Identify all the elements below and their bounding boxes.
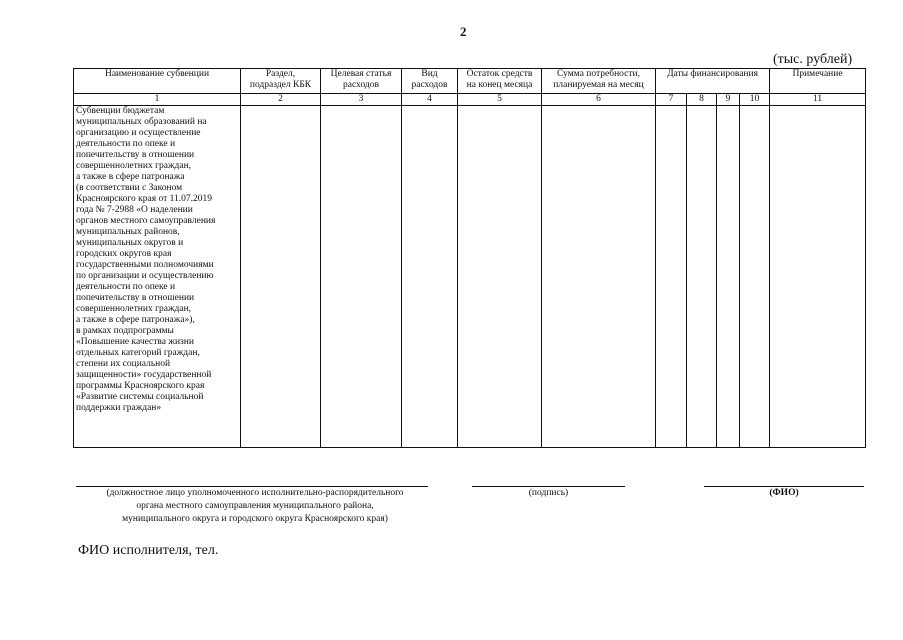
- remaining-funds-cell: [458, 106, 542, 448]
- subvention-line: года № 7-2988 «О наделении: [76, 205, 193, 215]
- subvention-line: (в соответствии с Законом: [76, 183, 183, 193]
- header-section-kbk: Раздел, подраздел КБК: [241, 69, 321, 94]
- subvention-line: в рамках подпрограммы: [76, 326, 174, 336]
- official-caption: (должностное лицо уполномоченного исполнительно-распорядительного органа местного самоуправления муниципального района, муниципального округа и городского округа Красноярского края): [106, 488, 404, 524]
- date-cell-7: [656, 106, 687, 448]
- subvention-line: органов местного самоуправления: [76, 216, 216, 226]
- subvention-table: [73, 68, 866, 448]
- signature-caption: (подпись): [528, 488, 569, 498]
- subvention-line: совершеннолетних граждан,: [76, 161, 192, 171]
- col-number: 5: [458, 94, 542, 106]
- subvention-line: государственными полномочиями: [76, 260, 214, 270]
- header-expense-type: Вид расходов: [402, 69, 458, 94]
- subvention-line: программы Красноярского края: [76, 381, 205, 391]
- subvention-line: попечительству в отношении: [76, 293, 195, 303]
- subvention-description: [74, 106, 241, 448]
- subvention-line: а также в сфере патронажа: [76, 172, 185, 182]
- subvention-line: организацию и осуществление: [76, 128, 201, 138]
- subvention-line: муниципальных районов,: [76, 227, 180, 237]
- col-number: 3: [321, 94, 402, 106]
- header-target-article: Целевая статья расходов: [321, 69, 402, 94]
- header-note: Примечание: [770, 69, 866, 94]
- date-cell-8: [687, 106, 717, 448]
- subvention-line: деятельности по опеке и: [76, 139, 176, 149]
- col-number: 11: [770, 94, 866, 106]
- target-article-cell: [321, 106, 402, 448]
- col-number: 1: [74, 94, 241, 106]
- date-cell-10: [740, 106, 770, 448]
- note-cell: [770, 106, 866, 448]
- subvention-line: деятельности по опеке и: [76, 282, 176, 292]
- subvention-line: Субвенции бюджетам: [76, 106, 165, 116]
- section-kbk-cell: [241, 106, 321, 448]
- subvention-line: поддержки граждан»: [76, 403, 162, 413]
- col-number: 2: [241, 94, 321, 106]
- name-caption: (ФИО): [769, 488, 799, 498]
- units-label: (тыс. рублей): [773, 52, 853, 67]
- subvention-line: отдельных категорий граждан,: [76, 348, 200, 358]
- subvention-line: а также в сфере патронажа»),: [76, 315, 195, 325]
- subvention-line: городских округов края: [76, 249, 172, 259]
- subvention-line: по организации и осуществлению: [76, 271, 214, 281]
- executor-label: ФИО исполнителя, тел.: [78, 543, 219, 558]
- page-number: 2: [460, 24, 467, 39]
- expense-type-cell: [402, 106, 458, 448]
- subvention-line: защищенности» государственной: [76, 370, 212, 380]
- subvention-line: степени их социальной: [76, 359, 171, 369]
- col-number: 4: [402, 94, 458, 106]
- date-cell-9: [717, 106, 740, 448]
- planned-amount-cell: [542, 106, 656, 448]
- col-number: 7: [656, 94, 687, 106]
- subvention-line: попечительству в отношении: [76, 150, 195, 160]
- col-number: 9: [717, 94, 740, 106]
- header-remaining-funds: Остаток средств на конец месяца: [458, 69, 542, 94]
- header-planned-amount: Сумма потребности, планируемая на месяц: [542, 69, 656, 94]
- subvention-line: «Повышение качества жизни: [76, 337, 194, 347]
- subvention-line: «Развитие системы социальной: [76, 392, 204, 402]
- subvention-line: Красноярского края от 11.07.2019: [76, 194, 213, 204]
- col-number: 6: [542, 94, 656, 106]
- header-subvention-name: Наименование субвенции: [74, 69, 241, 94]
- subvention-line: муниципальных образований на: [76, 117, 207, 127]
- header-financing-dates: Даты финансирования: [656, 69, 770, 94]
- col-number: 8: [687, 94, 717, 106]
- col-number: 10: [740, 94, 770, 106]
- subvention-line: муниципальных округов и: [76, 238, 184, 248]
- subvention-line: совершеннолетних граждан,: [76, 304, 192, 314]
